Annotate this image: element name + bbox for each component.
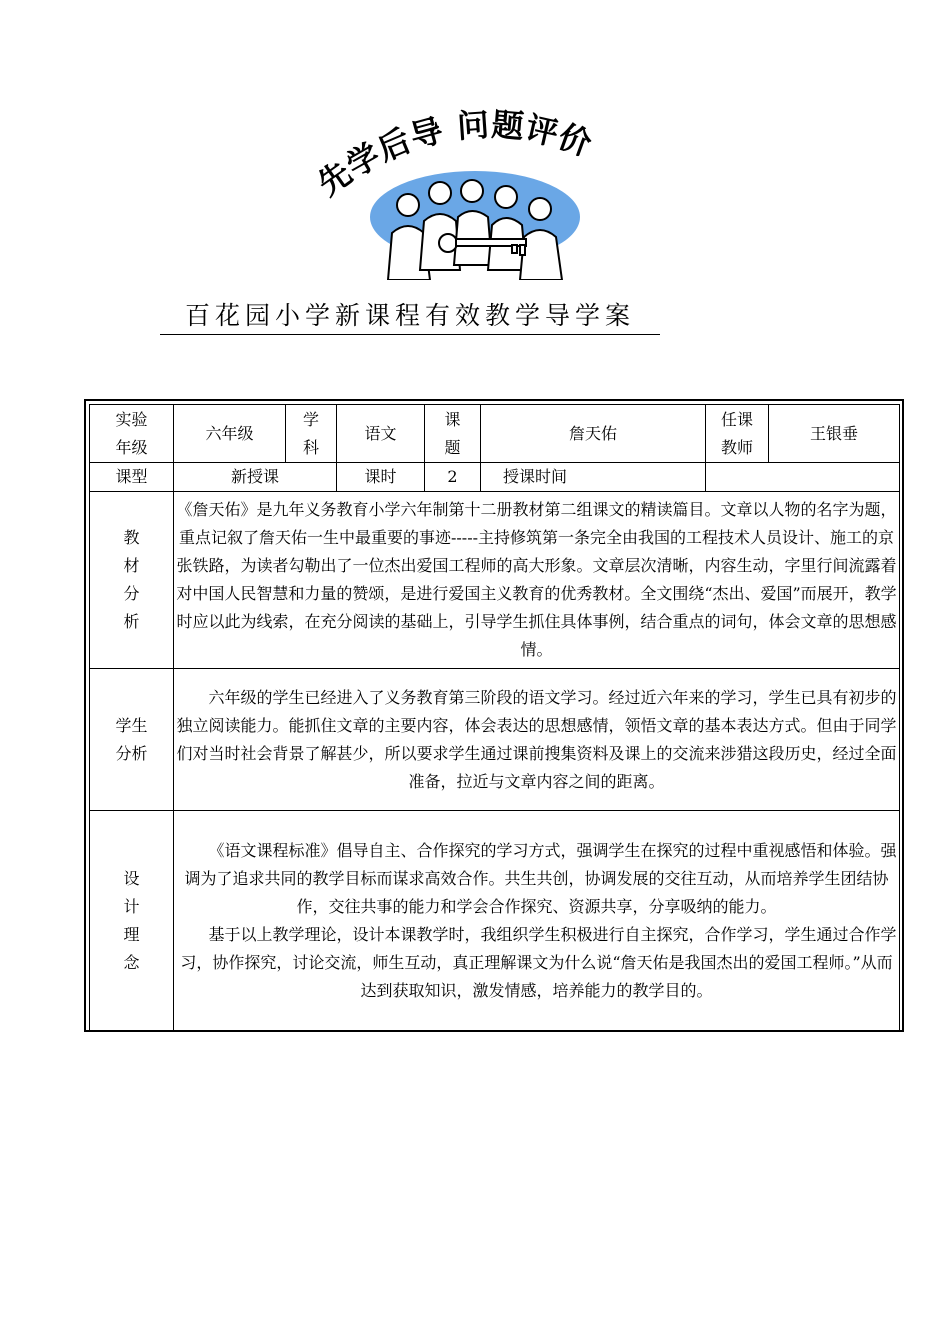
material-analysis-text [174, 492, 900, 669]
design-concept-paragraph-1: 《语文课程标准》倡导自主、合作探究的学习方式，强调学生在探究的过程中重视感悟和体验。强调为了追求共同的教学目标而谋求高效合作。共生共创，协调发展的交往互动，从而培养学生团结协作，交往共事的能力和学会合作探究、资源共享，分享吸纳的能力。 [184, 840, 897, 916]
teacher-label: 任课教师 [706, 405, 769, 463]
grade-label: 实验年级 [90, 405, 174, 463]
table-row-info [90, 405, 900, 463]
page-title: 百花园小学新课程有效教学导学案 [160, 296, 660, 335]
grade-value: 六年级 [174, 405, 286, 463]
class-time-value [706, 463, 900, 492]
design-concept-label: 设计理念 [90, 811, 174, 1031]
subject-value: 语文 [337, 405, 425, 463]
topic-label: 课题 [425, 405, 481, 463]
table-row-student [90, 669, 900, 811]
teacher-value: 王银垂 [769, 405, 900, 463]
material-analysis-paragraph: 《詹天佑》是九年义务教育小学六年制第十二册教材第二组课文的精读篇目。文章以人物的名字为题，重点记叙了詹天佑一生中最重要的事迹-----主持修筑第一条完全由我国的工程技术人员设计、施工的京张铁路，为读者勾勒出了一位杰出爱国工程师的高大形象。文章层次清晰，内容生动，字里行间流露着对中国人民智慧和力量的赞颂，是进行爱国主义教育的优秀教材。全文围绕“杰出、爱国”而展开，教学时应以此为线索，在充分阅读的基础上，引导学生抓住具体事例，结合重点的词句，体会文章的思想感情。 [176, 500, 897, 659]
lesson-plan-table-frame [84, 399, 904, 1032]
design-concept-text [174, 811, 900, 1031]
student-analysis-text [174, 669, 900, 811]
lesson-plan-table [89, 404, 900, 1031]
subject-label: 学科 [286, 405, 337, 463]
table-row-design [90, 811, 900, 1031]
class-time-label: 授课时间 [481, 463, 706, 492]
student-analysis-label: 学生分析 [90, 669, 174, 811]
class-hours-value: 2 [425, 463, 481, 492]
design-concept-paragraph-2: 基于以上教学理论，设计本课教学时，我组织学生积极进行自主探究，合作学习，学生通过合作学习，协作探究，讨论交流，师生互动，真正理解课文为什么说“詹天佑是我国杰出的爱国工程师。”从而达到获取知识，激发情感，培养能力的教学目的。 [180, 924, 897, 1000]
table-row-course [90, 463, 900, 492]
class-hours-label: 课时 [337, 463, 425, 492]
material-analysis-label: 教材分析 [90, 492, 174, 669]
logo [300, 105, 660, 280]
topic-value: 詹天佑 [481, 405, 706, 463]
course-type-value: 新授课 [174, 463, 337, 492]
student-analysis-paragraph: 六年级的学生已经进入了义务教育第三阶段的语文学习。经过近六年来的学习，学生已具有初步的独立阅读能力。能抓住文章的主要内容，体会表达的思想感情，领悟文章的基本表达方式。但由于同学们对当时社会背景了解甚少，所以要求学生通过课前搜集资料及课上的交流来涉猎这段历史，经过全面准备，拉近与文章内容之间的距离。 [176, 687, 897, 791]
logo-slogan: 先学后导 问题评价 [310, 105, 598, 204]
table-row-material [90, 492, 900, 669]
course-type-label: 课型 [90, 463, 174, 492]
